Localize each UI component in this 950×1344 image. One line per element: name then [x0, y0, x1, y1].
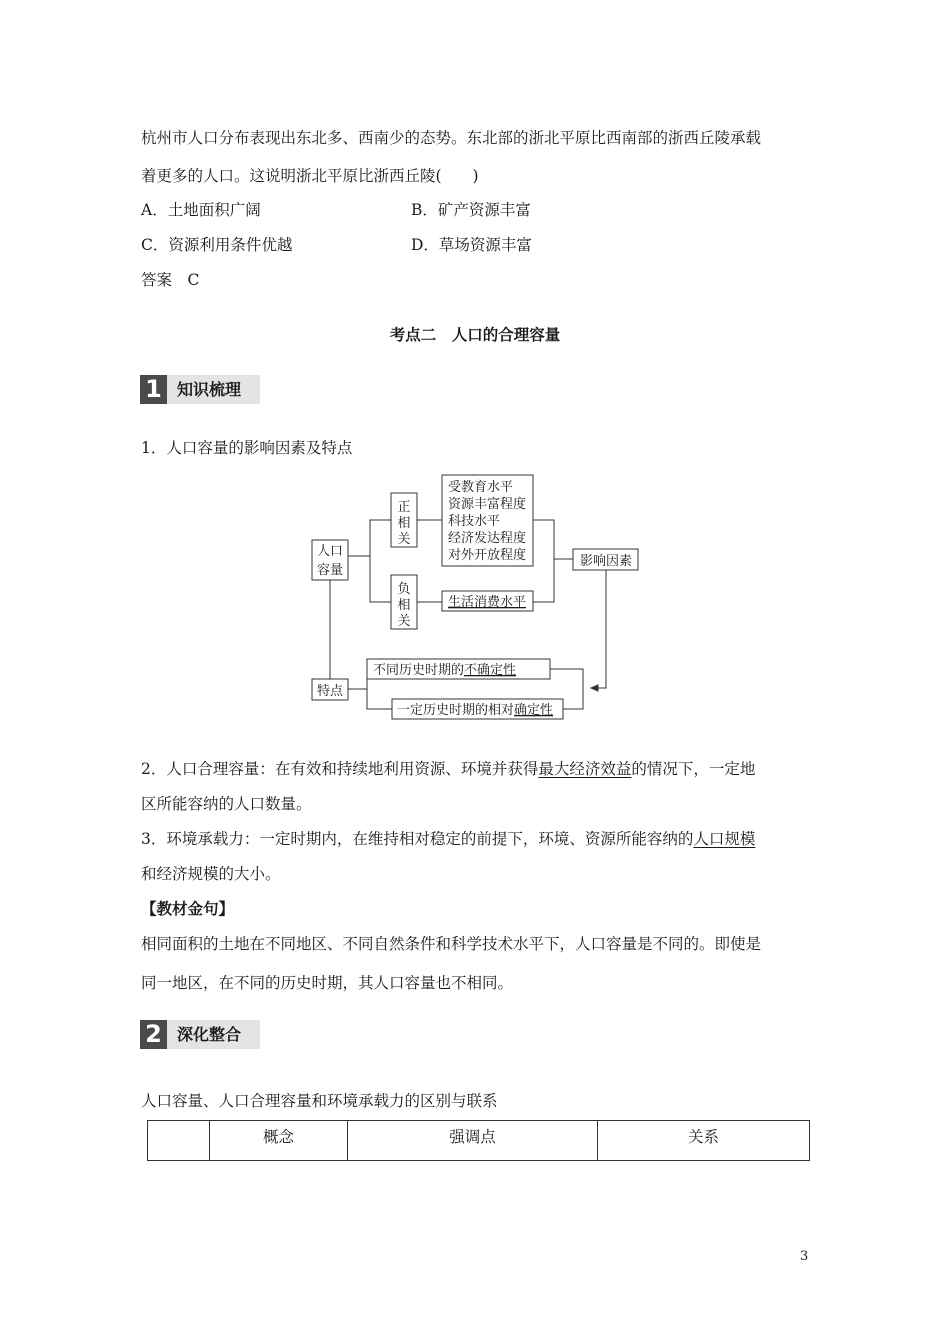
- feature-2-prefix: 一定历史时期的相对: [397, 703, 515, 718]
- positive-label-1: 正: [397, 500, 411, 515]
- badge-number: 2: [140, 1020, 167, 1049]
- root-label-2: 容量: [316, 563, 344, 578]
- positive-factor-4: 经济发达程度: [448, 531, 527, 546]
- question-line-2: 着更多的人口。这说明浙北平原比浙西丘陵( ): [141, 167, 479, 185]
- table-header-blank: [148, 1121, 210, 1161]
- golden-line-2: 同一地区，在不同的历史时期，其人口容量也不相同。: [141, 974, 514, 992]
- option-d: D．草场资源丰富: [411, 236, 532, 254]
- negative-label-2: 相: [397, 598, 411, 613]
- item-2-prefix: 2．人口合理容量：在有效和持续地利用资源、环境并获得: [141, 760, 539, 778]
- section-heading: 考点二 人口的合理容量: [389, 325, 561, 344]
- item-1-title: 1．人口容量的影响因素及特点: [141, 439, 353, 457]
- feature-1-key: 不确定性: [464, 663, 517, 678]
- option-c: C．资源利用条件优越: [141, 236, 293, 254]
- positive-label-3: 关: [397, 532, 411, 547]
- feature-2-text: [397, 702, 553, 718]
- option-a: A．土地面积广阔: [141, 201, 261, 219]
- question-line-1: 杭州市人口分布表现出东北多、西南少的态势。东北部的浙北平原比西南部的浙西丘陵承载: [141, 129, 762, 147]
- population-capacity-diagram: [300, 468, 650, 728]
- page-number: 3: [800, 1249, 809, 1264]
- root-label-1: 人口: [316, 544, 344, 559]
- golden-line-1: 相同面积的土地在不同地区、不同自然条件和科学技术水平下，人口容量是不同的。即使是: [141, 935, 762, 953]
- badge-number: 1: [140, 375, 167, 404]
- option-b: B．矿产资源丰富: [411, 201, 531, 219]
- golden-label: 【教材金句】: [141, 899, 235, 918]
- feature-1-text: [373, 662, 516, 678]
- badge-title: 深化整合: [177, 1025, 242, 1044]
- positive-factor-2: 资源丰富程度: [448, 497, 527, 512]
- section-badge-knowledge: [140, 375, 260, 404]
- table-header-concept: 概念: [210, 1121, 348, 1161]
- table-header-emphasis: 强调点: [348, 1121, 598, 1161]
- influence-label: 影响因素: [579, 554, 633, 569]
- positive-label-2: 相: [397, 516, 411, 531]
- feature-2-key: 确定性: [514, 703, 554, 718]
- positive-factor-1: 受教育水平: [448, 480, 514, 495]
- table-header-relation: 关系: [598, 1121, 810, 1161]
- section-badge-integration: [140, 1020, 260, 1049]
- item-2-key: 最大经济效益: [538, 760, 632, 778]
- badge-title: 知识梳理: [177, 380, 242, 399]
- positive-factor-5: 对外开放程度: [448, 548, 527, 563]
- item-2-suffix: 的情况下，一定地: [631, 760, 756, 778]
- item-3-line-2: 和经济规模的大小。: [141, 865, 281, 883]
- comparison-table: [147, 1120, 810, 1161]
- negative-label-1: 负: [397, 582, 411, 597]
- feature-label: 特点: [316, 684, 344, 699]
- feature-1-prefix: 不同历史时期的: [373, 663, 465, 678]
- item-3-key: 人口规模: [693, 830, 756, 848]
- item-2-line-2: 区所能容纳的人口数量。: [141, 795, 312, 813]
- item-3-line-1: [141, 828, 755, 850]
- answer: 答案 C: [141, 271, 200, 289]
- item-2-line-1: [141, 758, 755, 780]
- table-header-row: [148, 1121, 810, 1161]
- table-title: 人口容量、人口合理容量和环境承载力的区别与联系: [141, 1092, 498, 1110]
- negative-label-3: 关: [397, 614, 411, 629]
- negative-factor: 生活消费水平: [448, 595, 527, 610]
- item-3-prefix: 3．环境承载力：一定时期内，在维持相对稳定的前提下，环境、资源所能容纳的: [141, 830, 694, 848]
- positive-factor-3: 科技水平: [448, 514, 501, 529]
